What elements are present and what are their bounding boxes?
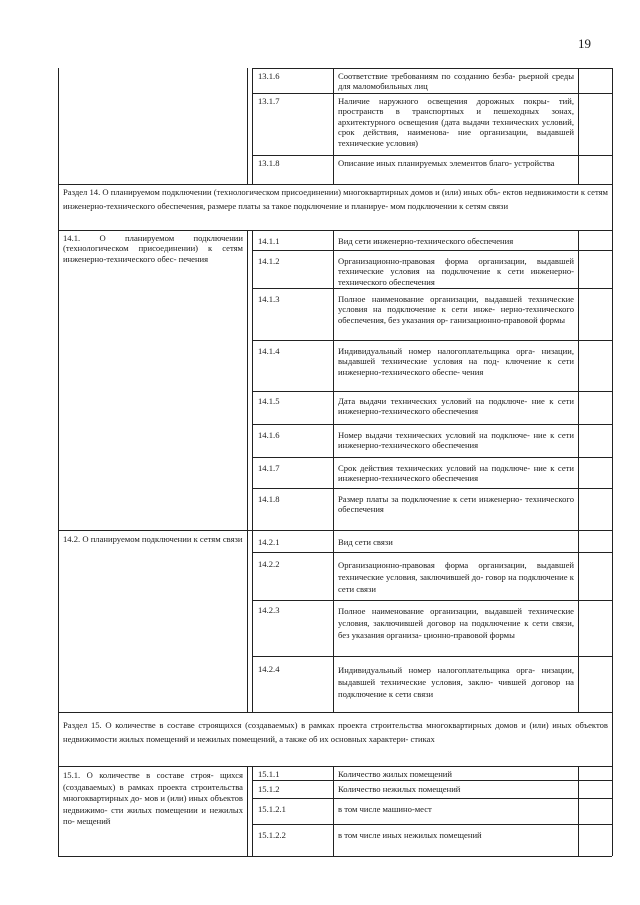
row-text: Дата выдачи технических условий на подключе- ние к сети инженерно-технического обеспечения xyxy=(338,396,574,417)
row-code: 14.1.6 xyxy=(258,430,280,440)
row-text: Организационно-правовая форма организации, выдавшей технические условия на подключение к сети инженерно-технического обеспечения xyxy=(338,256,574,287)
table-border xyxy=(612,530,613,712)
row-text: Количество жилых помещений xyxy=(338,769,452,779)
row-code: 14.1.8 xyxy=(258,494,280,504)
table-border xyxy=(58,184,612,185)
table-border xyxy=(58,68,59,184)
table-border xyxy=(252,424,612,425)
table-border xyxy=(58,712,59,766)
row-text: Полное наименование организации, выдавшей технические условия на подключение к сети инже- нерно-технического обеспечения, без указания ор- ганизационно-правовой формы xyxy=(338,294,574,325)
group-14-1-title: 14.1. О планируемом подключении (технологическом присоединении) к сетям инженерно-технического обес- печения xyxy=(63,233,243,264)
section-15-header: Раздел 15. О количестве в составе строящихся (создаваемых) в рамках проекта строительства многоквартирных домов и (или) иных объектов недвижимости жилых помещений и нежилых помещений, а также об их основных характери- стиках xyxy=(63,720,608,744)
row-code: 14.1.2 xyxy=(258,256,280,266)
table-border xyxy=(58,712,612,713)
table-border xyxy=(252,798,612,799)
table-border xyxy=(247,530,248,712)
section-14-header: Раздел 14. О планируемом подключении (технологическом присоединении) многоквартирных домов и (или) иных объ- ектов недвижимости к сетям инженерно-технического обеспечения, размере платы за такое подключение и планируе- мом подключении к сетям связи xyxy=(63,187,608,211)
table-border xyxy=(612,230,613,530)
table-border xyxy=(612,184,613,230)
table-border xyxy=(247,766,248,856)
group-15-1-title: 15.1. О количестве в составе строя- щихся (создаваемых) в рамках проекта строительства многоквартирных до- мов и (или) иных объектов недвижимо- сти жилых помещении и нежилых по- мещений xyxy=(63,770,243,827)
table-border xyxy=(252,552,612,553)
table-border xyxy=(252,457,612,458)
table-border xyxy=(252,68,612,69)
row-code: 14.2.4 xyxy=(258,664,280,674)
row-code: 13.1.7 xyxy=(258,96,280,106)
row-text: Соответствие требованиям по созданию безба- рьерной среды для маломобильных лиц xyxy=(338,71,574,92)
table-border xyxy=(58,530,612,531)
row-code: 14.2.1 xyxy=(258,537,280,547)
row-text: Срок действия технических условий на подключе- ние к сети инженерно-технического обеспечения xyxy=(338,463,574,484)
row-text: Номер выдачи технических условий на подключе- ние к сети инженерно-технического обеспечения xyxy=(338,430,574,451)
table-border xyxy=(252,250,612,251)
table-border xyxy=(612,68,613,184)
table-border xyxy=(252,488,612,489)
row-text: Вид сети связи xyxy=(338,537,393,547)
table-border xyxy=(58,230,612,231)
row-code: 14.2.3 xyxy=(258,605,280,615)
row-text: в том числе машино-мест xyxy=(338,804,432,814)
row-code: 15.1.2.2 xyxy=(258,830,286,840)
table-border xyxy=(578,230,579,530)
table-border xyxy=(578,530,579,712)
row-text: Вид сети инженерно-технического обеспечения xyxy=(338,236,514,246)
table-border xyxy=(247,68,248,184)
row-text: Индивидуальный номер налогоплательщика орга- низации, выдавшей технические условия на под- ключение к сети инженерно-технического обеспе- чения xyxy=(338,346,574,377)
row-code: 14.1.3 xyxy=(258,294,280,304)
row-code: 14.1.7 xyxy=(258,463,280,473)
row-code: 14.1.4 xyxy=(258,346,280,356)
table-border xyxy=(252,530,253,712)
row-text: Наличие наружного освещения дорожных покры- тий, пространств в транспортных и пешеходных зонах, архитектурного освещения (дата выдачи технических условий, срок действия, наименова- ние организации, выдавшей технические условия) xyxy=(338,96,574,148)
table-border xyxy=(578,68,579,184)
table-border xyxy=(58,766,59,856)
table-border xyxy=(58,184,59,230)
table-border xyxy=(252,288,612,289)
table-border xyxy=(252,68,253,184)
row-text: Количество нежилых помещений xyxy=(338,784,461,794)
row-text: Описание иных планируемых элементов благо- устройства xyxy=(338,158,555,168)
table-border xyxy=(252,93,612,94)
table-border xyxy=(252,391,612,392)
table-border xyxy=(333,68,334,184)
row-code: 15.1.1 xyxy=(258,769,280,779)
table-border xyxy=(58,766,612,767)
table-border xyxy=(252,230,253,530)
row-code: 14.2.2 xyxy=(258,559,280,569)
table-border xyxy=(252,340,612,341)
table-border xyxy=(58,530,59,712)
table-border xyxy=(333,230,334,530)
table-border xyxy=(612,712,613,766)
table-border xyxy=(247,230,248,530)
row-text: Организационно-правовая форма организации, выдавшей технические условия, заключившей до- говор на подключение к сети связи xyxy=(338,560,574,594)
row-code: 14.1.5 xyxy=(258,396,280,406)
row-code: 14.1.1 xyxy=(258,236,280,246)
table-border xyxy=(58,856,612,857)
table-border xyxy=(612,766,613,856)
row-code: 15.1.2.1 xyxy=(258,804,286,814)
row-text: Индивидуальный номер налогоплательщика орга- низации, выдавшей технические условия, заклю- чившей договор на подключение к сети связи xyxy=(338,665,574,699)
table-border xyxy=(252,824,612,825)
table-border xyxy=(252,656,612,657)
page-number: 19 xyxy=(578,36,591,51)
group-14-2-title: 14.2. О планируемом подключении к сетям связи xyxy=(63,534,243,544)
row-text: Полное наименование организации, выдавшей технические условия, заключившей договор на подключение к сети связи, без указания организа- ционно-правовой формы xyxy=(338,606,574,640)
row-code: 15.1.2 xyxy=(258,784,280,794)
table-border xyxy=(58,230,59,530)
table-border xyxy=(252,155,612,156)
table-border xyxy=(333,530,334,712)
row-code: 13.1.6 xyxy=(258,71,280,81)
row-text: Размер платы за подключение к сети инженерно- технического обеспечения xyxy=(338,494,574,515)
row-code: 13.1.8 xyxy=(258,158,280,168)
row-text: в том числе иных нежилых помещений xyxy=(338,830,482,840)
table-border xyxy=(252,780,612,781)
table-border xyxy=(252,600,612,601)
